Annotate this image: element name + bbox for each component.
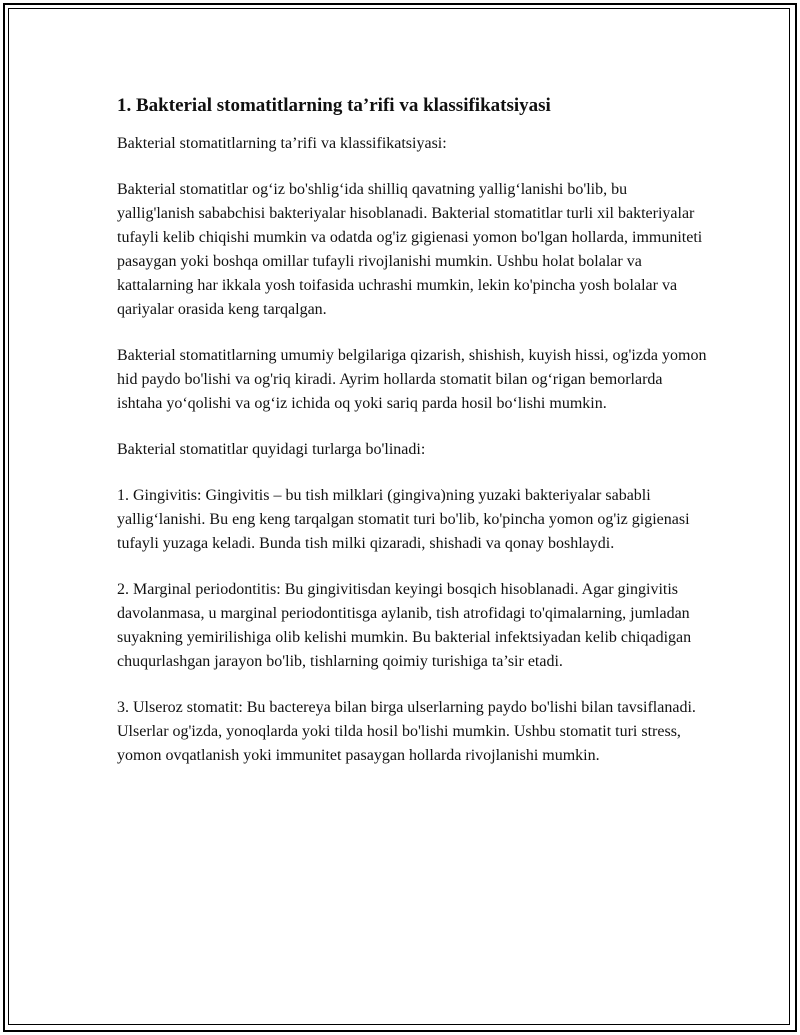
symptoms-paragraph: Bakterial stomatitlarning umumiy belgilariga qizarish, shishish, kuyish hissi, og'izda yomon hid paydo bo'lishi va og'riq kiradi. Ayrim hollarda stomatit bilan og‘rigan bemorlarda ishtaha yo‘qolishi va og‘iz ichida oq yoki sariq parda hosil bo‘lishi mumkin.: [117, 347, 707, 412]
type-ulcerative-stomatitis: 3. Ulseroz stomatit: Bu bactereya bilan birga ulserlarning paydo bo'lishi bilan tavsiflanadi. Ulserlar og'izda, yonoqlarda yoki tilda hosil bo'lishi mumkin. Ushbu stomatit turi stress, yomon ovqatlanish yoki immunitet pasaygan hollarda rivojlanishi mumkin.: [117, 699, 696, 764]
definition-paragraph: Bakterial stomatitlar og‘iz bo'shlig‘ida shilliq qavatning yallig‘lanishi bo'lib, bu yallig'lanish sababchisi bakteriyalar hisoblanadi. Bakterial stomatitlar turli xil bakteriyalar tufayli kelib chiqishi mumkin va odatda og'iz gigienasi yomon bo'lgan hollarda, immuniteti pasaygan yoki boshqa omillar tufayli rivojlanishi mumkin. Ushbu holat bolalar va kattalarning har ikkala yosh toifasida uchrashi mumkin, lekin ko'pincha yosh bolalar va qariyalar orasida keng tarqalgan.: [117, 181, 703, 318]
type-gingivitis: 1. Gingivitis: Gingivitis – bu tish milklari (gingiva)ning yuzaki bakteriyalar sababli yallig‘lanishi. Bu eng keng tarqalgan stomatit turi bo'lib, ko'pincha yomon og'iz gigienasi tufayli yuzaga keladi. Bunda tish milki qizaradi, shishadi va qonay boshlaydi.: [117, 487, 690, 552]
classification-intro: Bakterial stomatitlar quyidagi turlarga bo'linadi:: [117, 441, 426, 458]
section-title: 1. Bakterial stomatitlarning ta’rifi va klassifikatsiyasi: [117, 95, 551, 116]
type-marginal-periodontitis: 2. Marginal periodontitis: Bu gingivitisdan keyingi bosqich hisoblanadi. Agar gingivitis davolanmasa, u marginal periodontitisga aylanib, tish atrofidagi to'qimalarning, jumladan suyakning yemirilishiga olib kelishi mumkin. Bu bakterial infektsiyadan kelib chiqadigan chuqurlashgan jarayon bo'lib, tishlarning qoimiy turishiga ta’sir etadi.: [117, 581, 692, 670]
document-body: [117, 92, 707, 790]
intro-line: Bakterial stomatitlarning ta’rifi va klassifikatsiyasi:: [117, 135, 447, 152]
